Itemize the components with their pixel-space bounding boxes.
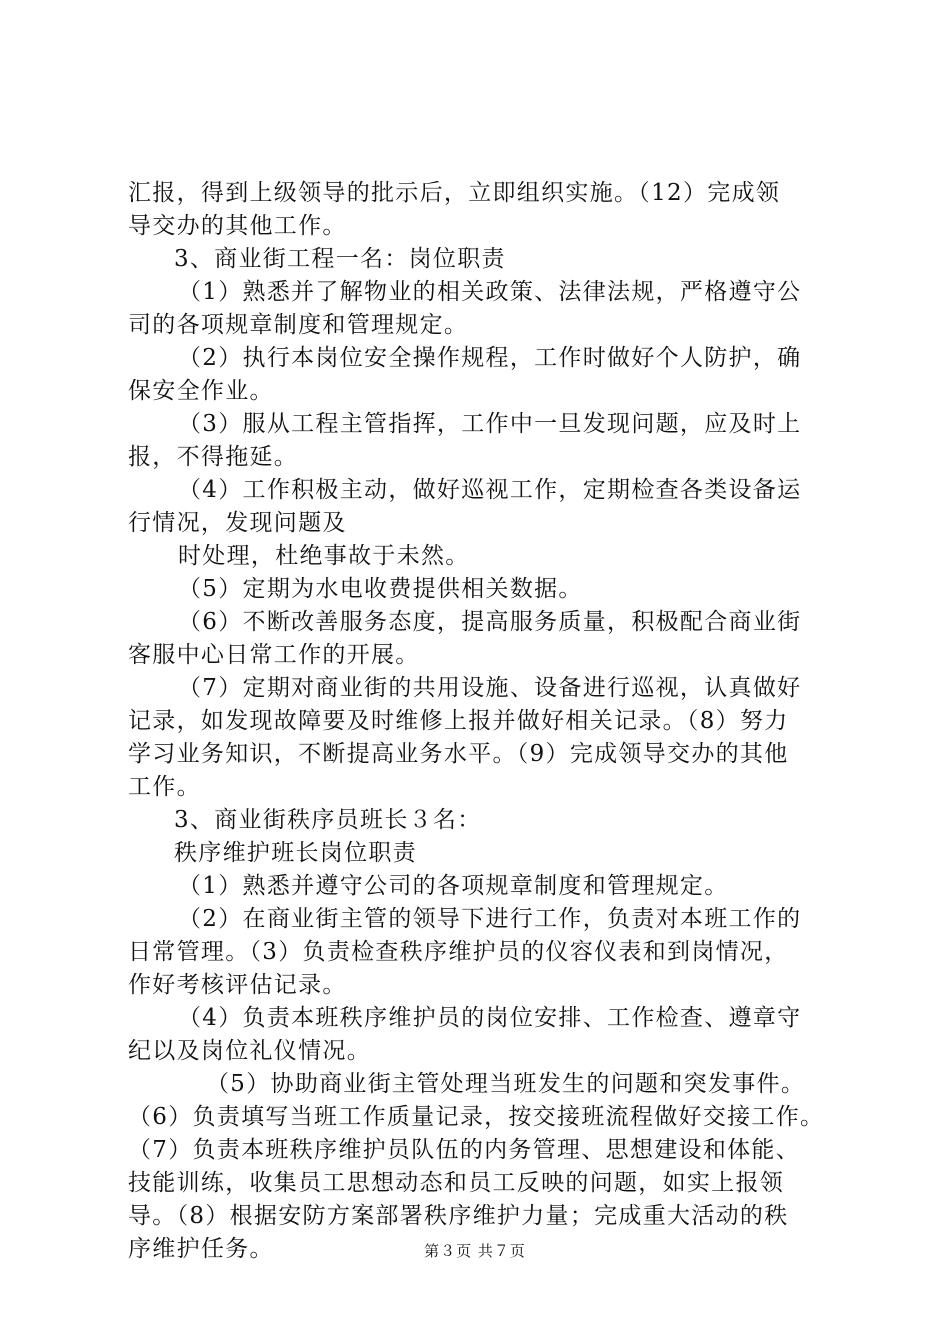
text-line: 学习业务知识，不断提高业务水平。（9）完成领导交办的其他 (128, 741, 789, 767)
text-line: （2）在商业街主管的领导下进行工作，负责对本班工作的 (178, 906, 802, 932)
text-line: 汇报，得到上级领导的批示后，立即组织实施。（12）完成领 (128, 180, 781, 206)
text-line: 行情况，发现问题及 (128, 510, 347, 536)
text-line: （4）负责本班秩序维护员的岗位安排、工作检查、遵章守 (178, 1005, 802, 1031)
text-line: （3）服从工程主管指挥，工作中一旦发现问题，应及时上 (178, 411, 802, 437)
section-heading: 3、商业街工程一名：岗位职责 (174, 246, 506, 272)
text-line: （5）协助商业街主管处理当班发生的问题和突发事件。 (206, 1071, 806, 1097)
text-line: 客服中心日常工作的开展。 (128, 642, 420, 668)
text-line: 序维护任务。 (128, 1236, 274, 1262)
text-line: 司的各项规章制度和管理规定。 (128, 312, 469, 338)
text-line: （6）负责填写当班工作质量记录，按交接班流程做好交接工作。 (128, 1104, 825, 1130)
text-line: 日常管理。（3）负责检查秩序维护员的仪容仪表和到岗情况， (128, 939, 789, 965)
text-line: （1）熟悉并了解物业的相关政策、法律法规，严格遵守公 (178, 279, 802, 305)
text-line: （1）熟悉并遵守公司的各项规章制度和管理规定。 (178, 873, 729, 899)
text-line: 保安全作业。 (128, 378, 274, 404)
text-line: 纪以及岗位礼仪情况。 (128, 1038, 371, 1064)
section-heading: 3、商业街秩序员班长３名： (174, 807, 482, 833)
text-line: 技能训练，收集员工思想动态和员工反映的问题，如实上报领 (128, 1170, 785, 1196)
text-line: （7）负责本班秩序维护员队伍的内务管理、思想建设和体能、 (128, 1137, 801, 1163)
text-line: （5）定期为水电收费提供相关数据。 (178, 576, 583, 602)
text-line: （2）执行本岗位安全操作规程，工作时做好个人防护，确 (178, 345, 802, 371)
text-line: （6）不断改善服务态度，提高服务质量，积极配合商业街 (178, 609, 802, 635)
section-subheading: 秩序维护班长岗位职责 (174, 840, 417, 866)
text-line: （4）工作积极主动，做好巡视工作，定期检查各类设备运 (178, 477, 802, 503)
text-line: 导交办的其他工作。 (128, 213, 347, 239)
text-line: 导。（8）根据安防方案部署秩序维护力量；完成重大活动的秩 (128, 1203, 789, 1229)
text-line: （7）定期对商业街的共用设施、设备进行巡视，认真做好 (178, 675, 802, 701)
text-line: 工作。 (128, 774, 201, 800)
text-line: 报，不得拖延。 (128, 444, 299, 470)
text-line: 时处理，杜绝事故于未然。 (178, 543, 470, 569)
text-line: 记录，如发现故障要及时维修上报并做好相关记录。（8）努力 (128, 708, 789, 734)
page-number: 第３页 共７页 (424, 1242, 526, 1260)
text-line: 作好考核评估记录。 (128, 972, 347, 998)
